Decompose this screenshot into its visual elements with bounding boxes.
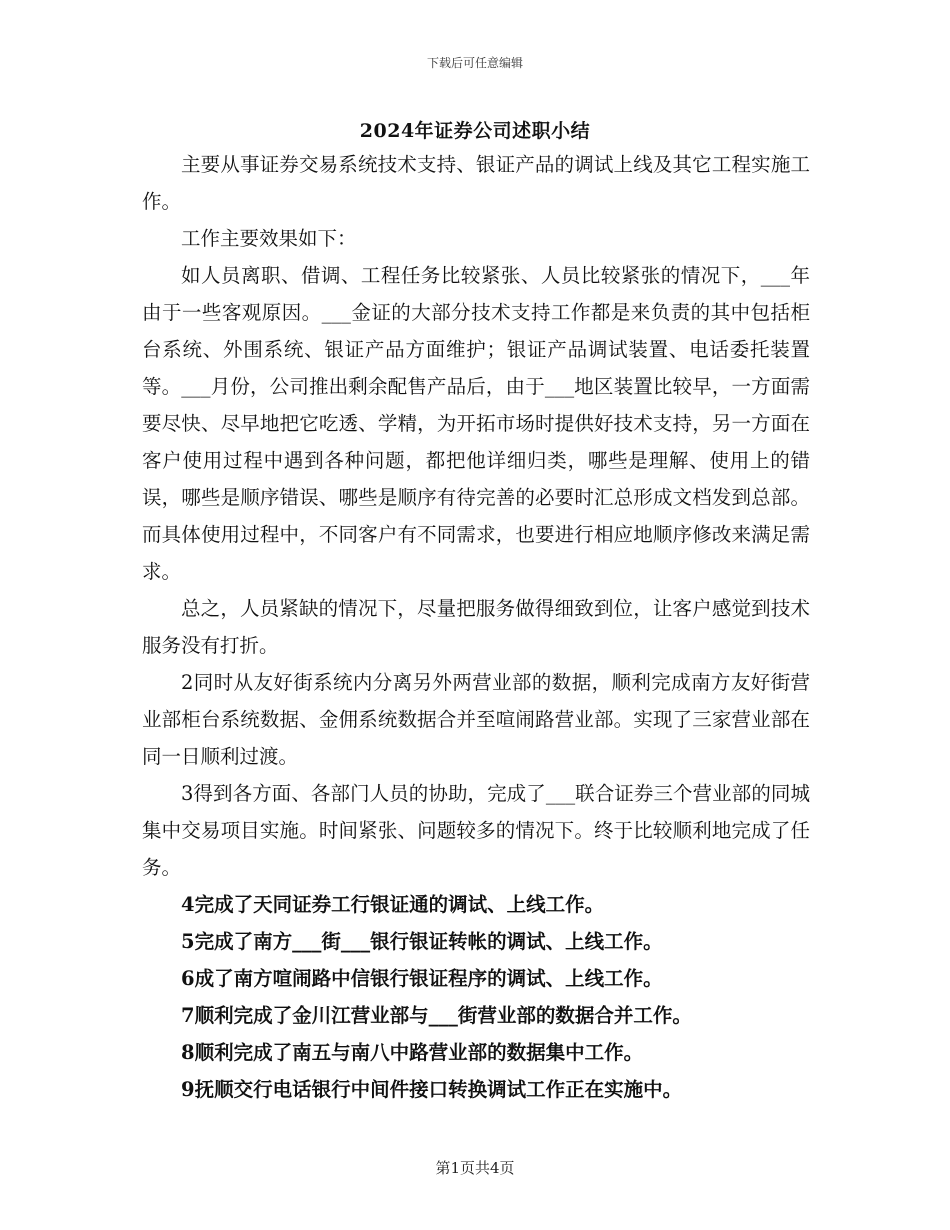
bold-item-5: 5完成了南方___街___银行银证转帐的调试、上线工作。 — [181, 930, 663, 953]
paragraph-summary: 总之，人员紧缺的情况下，尽量把服务做得细致到位，让客户感觉到技术服务没有打折。 — [142, 597, 810, 657]
document-body — [142, 146, 810, 1108]
document-title: 2024年证券公司述职小结 — [359, 120, 591, 142]
page-footer: 第1页共4页 — [435, 1159, 515, 1177]
paragraph-intro: 主要从事证券交易系统技术支持、银证产品的调试上线及其它工程实施工作。 — [142, 153, 810, 213]
bold-item-9: 9抚顺交行电话银行中间件接口转换调试工作正在实施中。 — [181, 1078, 683, 1101]
bold-item-8: 8顺利完成了南五与南八中路营业部的数据集中工作。 — [181, 1041, 644, 1064]
bold-item-4: 4完成了天同证券工行银证通的调试、上线工作。 — [181, 893, 605, 916]
paragraph-results-heading: 工作主要效果如下： — [181, 227, 357, 250]
bold-item-6: 6成了南方喧闹路中信银行银证程序的调试、上线工作。 — [181, 967, 663, 990]
header-note: 下载后可任意编辑 — [426, 56, 523, 70]
paragraph-item-2: 2同时从友好街系统内分离另外两营业部的数据，顺利完成南方友好街营业部柜台系统数据、金佣系统数据合并至喧闹路营业部。实现了三家营业部在同一日顺利过渡。 — [142, 671, 810, 768]
paragraph-item-3: 3得到各方面、各部门人员的协助，完成了___联合证券三个营业部的同城集中交易项目实施。时间紧张、问题较多的情况下。终于比较顺利地完成了任务。 — [142, 782, 810, 879]
bold-item-7: 7顺利完成了金川江营业部与___街营业部的数据合并工作。 — [181, 1004, 692, 1027]
paragraph-item-1: 如人员离职、借调、工程任务比较紧张、人员比较紧张的情况下，___年由于一些客观原因。___金证的大部分技术支持工作都是来负责的其中包括柜台系统、外围系统、银证产品方面维护；银证产品调试装置、电话委托装置等。___月份，公司推出剩余配售产品后，由于___地区装置比较早，一方面需要尽快、尽早地把它吃透、学精，为开拓市场时提供好技术支持，另一方面在客户使用过程中遇到各种问题，都把他详细归类，哪些是理解、使用上的错误，哪些是顺序错误、哪些是顺序有待完善的必要时汇总形成文档发到总部。而具体使用过程中，不同客户有不同需求，也要进行相应地顺序修改来满足需求。 — [142, 264, 810, 583]
